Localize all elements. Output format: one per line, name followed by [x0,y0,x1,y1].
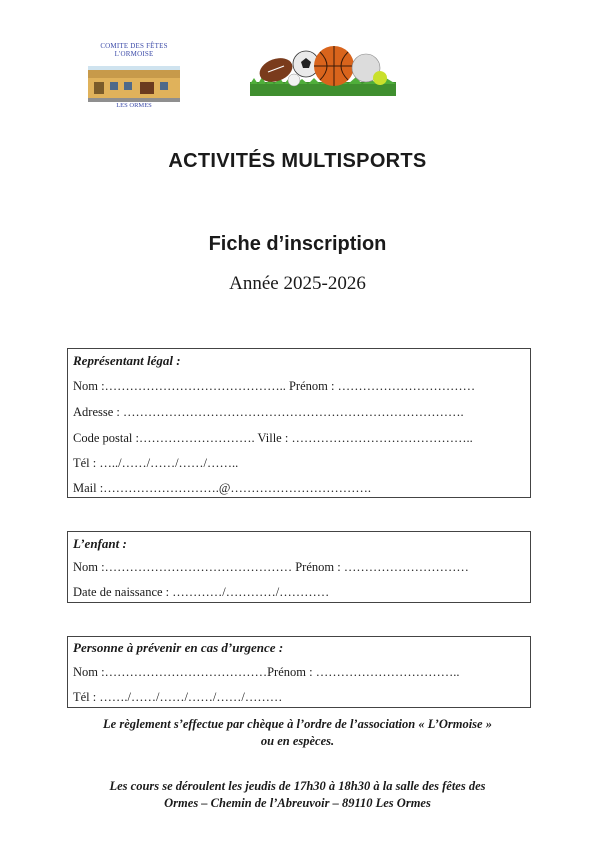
legal-address-field[interactable]: Adresse : ………………………………………………………………………. [73,405,464,419]
comite-logo [86,42,182,114]
emergency-phone-field[interactable]: Tél : ……./……/……/……/……/……… [73,690,283,704]
legal-representative-heading: Représentant légal : [73,353,181,368]
child-name-field[interactable]: Nom :……………………………………… Prénom : ………………………… [73,560,469,574]
emergency-contact-section [67,636,531,708]
payment-note-line-2: ou en espèces. [260,734,335,748]
legal-email-field[interactable]: Mail :……………………….@……………………………. [73,481,371,495]
page-title: ACTIVITÉS MULTISPORTS [168,150,427,172]
sports-balls-image [250,44,396,96]
legal-name-field[interactable]: Nom :…………………………………….. Prénom : …………………………… [73,379,476,393]
emergency-name-field[interactable]: Nom :…………………………………Prénom : …………………………….. [73,665,460,679]
form-title: Fiche d’inscription [208,233,387,255]
child-heading: L’enfant : [73,536,127,551]
payment-note [0,716,595,750]
child-section [67,531,531,603]
courses-note-line-1: Les cours se déroulent les jeudis de 17h30 à 18h30 à la salle des fêtes des [109,779,486,793]
legal-representative-section [67,348,531,498]
logo-bottom-text: LES ORMES [116,102,152,109]
legal-postal-city-field[interactable]: Code postal :………………………. Ville : …………………………………….. [73,431,473,445]
courses-note-line-2: Ormes – Chemin de l’Abreuvoir – 89110 Les Ormes [164,796,431,810]
school-year: Année 2025-2026 [229,273,366,294]
courses-note [0,778,595,812]
logo-top-text: COMITE DES FÊTES L'ORMOISE [100,42,168,58]
salle-des-fetes-image [88,66,180,102]
emergency-contact-heading: Personne à prévenir en cas d’urgence : [73,640,284,655]
payment-note-line-1: Le règlement s’effectue par chèque à l’ordre de l’association « L’Ormoise » [103,717,492,731]
child-birthdate-field[interactable]: Date de naissance : …………/…………/………… [73,585,330,599]
legal-phone-field[interactable]: Tél : …../……/……/……/…….. [73,456,239,470]
